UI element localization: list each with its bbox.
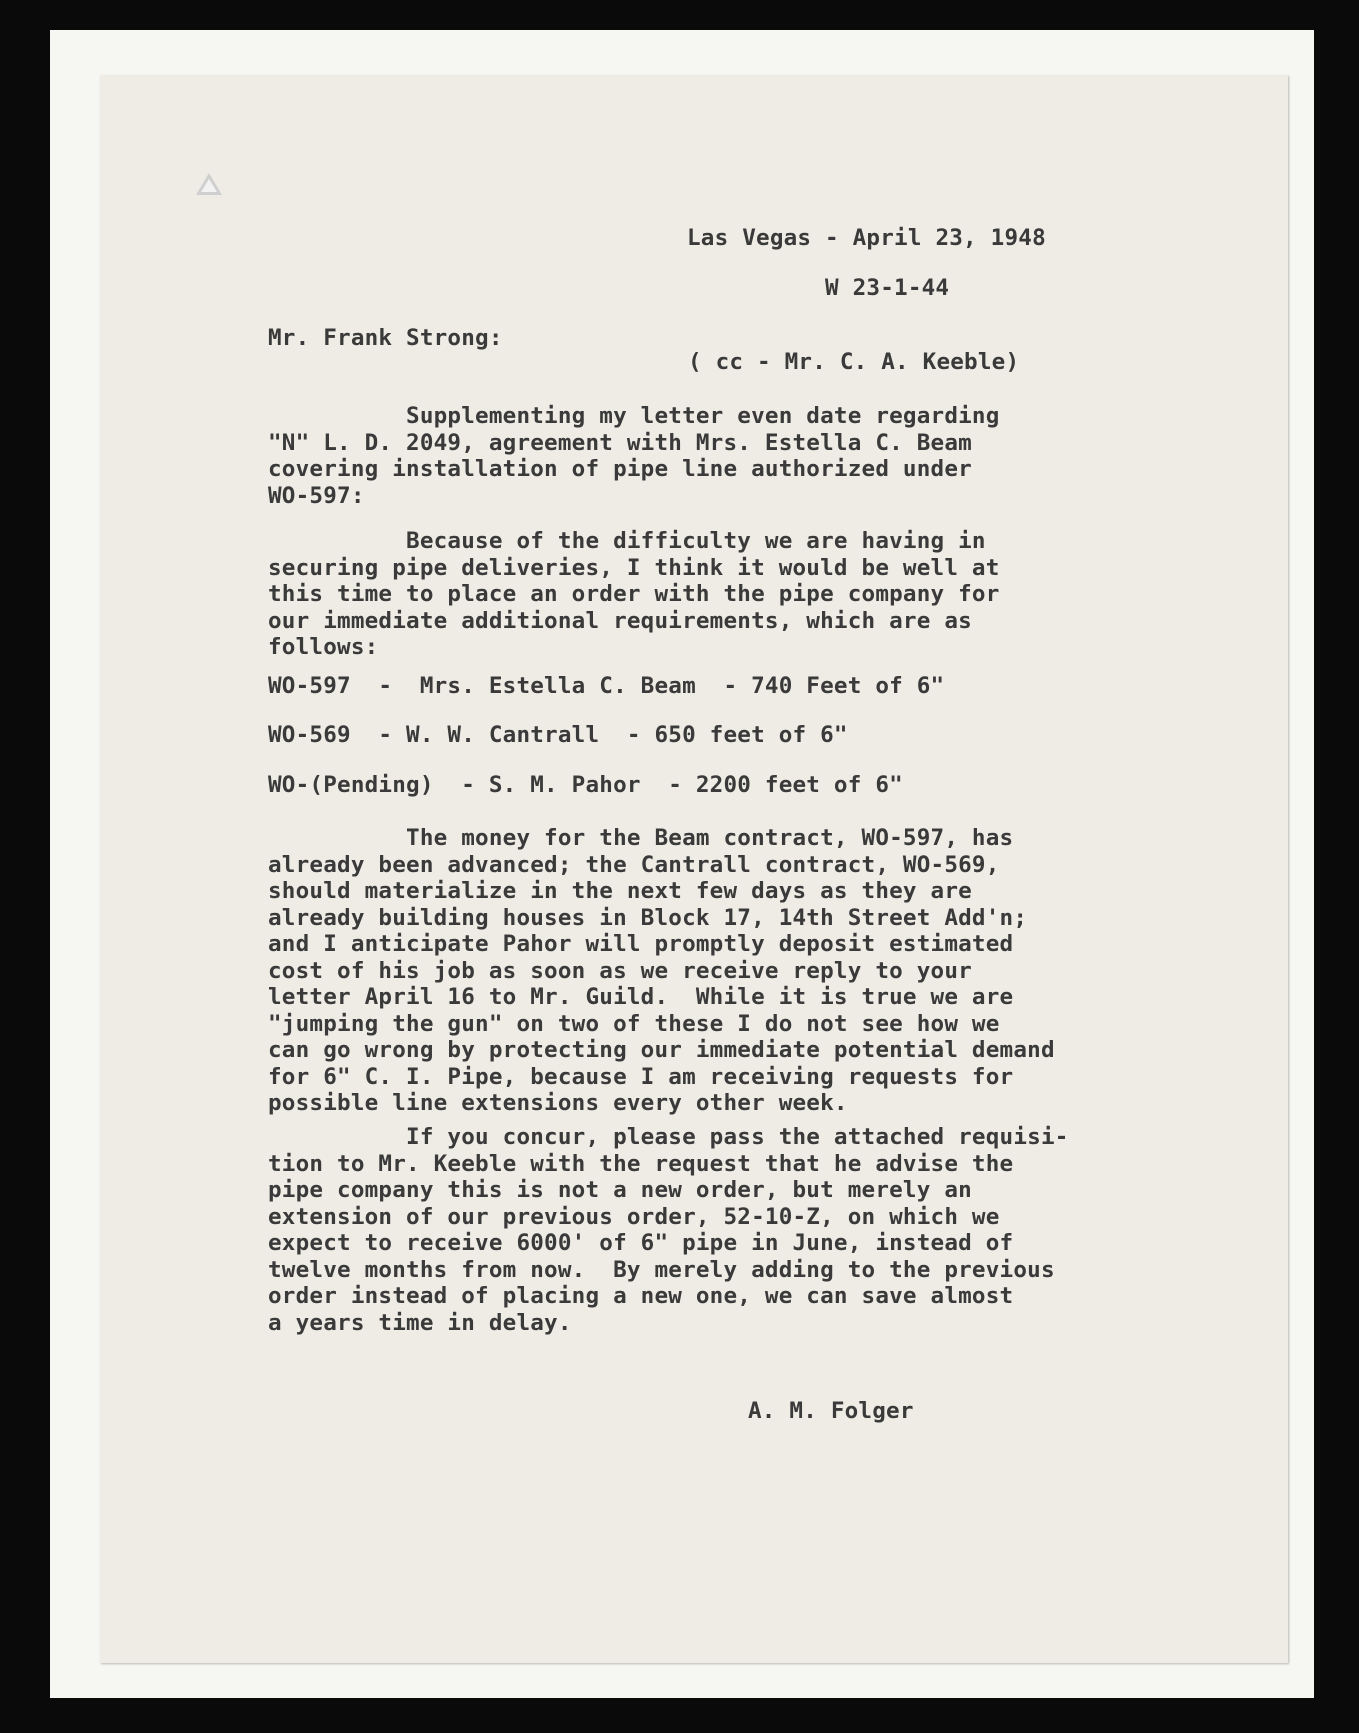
paragraph-line: already building houses in Block 17, 14th Street Add'n;: [268, 904, 1028, 931]
paragraph-line: covering installation of pipe line authorized under: [268, 456, 972, 482]
salutation: Mr. Frank Strong:: [268, 325, 503, 351]
paragraph-line: "jumping the gun" on two of these I do not see how we: [268, 1010, 1000, 1037]
paragraph-line: letter April 16 to Mr. Guild. While it is true we are: [268, 984, 1014, 1010]
paragraph-line: order instead of placing a new one, we can save almost: [268, 1283, 1014, 1309]
paragraph-line: Because of the difficulty we are having in: [268, 528, 986, 554]
order-line-wo-pending: WO-(Pending) - S. M. Pahor - 2200 feet of 6": [268, 772, 903, 798]
carbon-copy: ( cc - Mr. C. A. Keeble): [688, 349, 1020, 375]
paragraph-line: this time to place an order with the pipe company for: [268, 581, 1000, 607]
paragraph-line: extension of our previous order, 52-10-Z, on which we: [268, 1203, 1000, 1230]
paragraph-line: If you concur, please pass the attached requisi-: [268, 1124, 1069, 1150]
paragraph-line: our immediate additional requirements, which are as: [268, 607, 972, 634]
paragraph-line: a years time in delay.: [268, 1309, 572, 1336]
order-line-wo-569: WO-569 - W. W. Cantrall - 650 feet of 6": [268, 722, 848, 748]
paragraph-line: follows:: [268, 634, 379, 660]
paragraph-line: Supplementing my letter even date regarding: [268, 403, 1000, 429]
paragraph-line: can go wrong by protecting our immediate potential demand: [268, 1037, 1055, 1063]
paragraph-line: The money for the Beam contract, WO-597, has: [268, 825, 1014, 851]
signature: A. M. Folger: [748, 1398, 914, 1424]
paragraph-line: twelve months from now. By merely adding to the previous: [268, 1256, 1055, 1283]
paragraph-line: and I anticipate Pahor will promptly deposit estimated: [268, 931, 1014, 957]
paragraph-line: expect to receive 6000' of 6" pipe in June, instead of: [268, 1230, 1014, 1256]
paragraph-3: [268, 825, 1055, 1117]
paragraph-1: [268, 403, 1000, 509]
triangle-mark-icon: [196, 173, 222, 195]
paragraph-line: securing pipe deliveries, I think it would be well at: [268, 554, 1000, 581]
paragraph-line: should materialize in the next few days as they are: [268, 878, 972, 904]
paragraph-line: "N" L. D. 2049, agreement with Mrs. Estella C. Beam: [268, 429, 972, 456]
place-date: Las Vegas - April 23, 1948: [687, 225, 1046, 251]
order-line-wo-597: WO-597 - Mrs. Estella C. Beam - 740 Feet of 6": [268, 673, 945, 699]
paragraph-line: for 6" C. I. Pipe, because I am receiving requests for: [268, 1063, 1014, 1090]
paragraph-line: tion to Mr. Keeble with the request that he advise the: [268, 1150, 1014, 1177]
paragraph-line: pipe company this is not a new order, but merely an: [268, 1177, 972, 1203]
file-reference: W 23-1-44: [825, 275, 950, 301]
paragraph-4: [268, 1124, 1069, 1336]
paragraph-line: WO-597:: [268, 482, 365, 509]
paragraph-line: cost of his job as soon as we receive reply to your: [268, 957, 972, 984]
paragraph-line: already been advanced; the Cantrall contract, WO-569,: [268, 851, 1000, 878]
paragraph-line: possible line extensions every other week.: [268, 1090, 848, 1116]
paragraph-2: [268, 528, 1000, 661]
